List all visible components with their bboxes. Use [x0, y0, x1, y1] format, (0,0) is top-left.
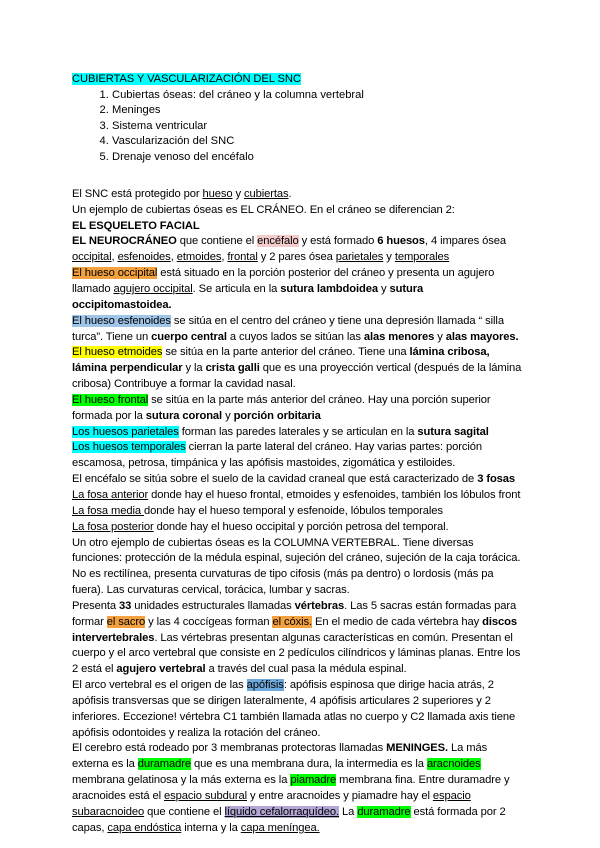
outline-item: 5. Drenaje venoso del encéfalo: [112, 150, 542, 165]
text-run: interna y la: [181, 821, 241, 834]
text-run: El encéfalo se sitúa sobre el suelo de la cavidad craneal que está caracterizado de: [72, 473, 478, 486]
text-run: está situado en la porción posterior del cráneo y presenta un agujero: [157, 267, 495, 280]
text-line: inferiores. Eccezione! vértebra C1 también llamada atlas no cuerpo y C2 llamada axis tiene: [72, 710, 516, 723]
highlighted-term: El hueso etmoides: [72, 346, 163, 359]
underlined-term: agujero occipital: [113, 283, 193, 296]
underlined-term: espacio subdural: [164, 790, 247, 803]
text-run: : apófisis espinosa que dirige hacia atrás, 2: [283, 679, 494, 692]
highlighted-term: encéfalo: [257, 235, 299, 248]
text-run: unidades estructurales llamadas: [131, 599, 295, 612]
text-run: La: [339, 805, 358, 818]
text-line: [72, 599, 542, 615]
underlined-term: frontal: [227, 251, 258, 264]
text-run: llamado: [72, 283, 114, 296]
text-line: apófisis transversas que se dirigen lateralmente, 4 apófisis articulares 2 superiores y 2: [72, 694, 491, 707]
text-run: turca”. Tiene un: [72, 330, 152, 343]
outline-item: 2. Meninges: [112, 103, 542, 118]
text-line: [72, 805, 542, 821]
text-line: [72, 741, 542, 757]
bold-term: sutura sagital: [417, 425, 489, 438]
underlined-term: espacio: [432, 790, 471, 803]
text-run: ,: [170, 251, 177, 264]
text-run: ,: [221, 251, 228, 264]
outline-item: 3. Sistema ventricular: [112, 119, 542, 134]
underlined-term: La fosa posterior: [72, 520, 154, 533]
text-line: [72, 409, 542, 425]
text-run: . Las vértebras presentan algunas características en común. Presentan el: [154, 631, 513, 644]
text-run: que es una proyección vertical (después de la lámina: [259, 362, 522, 375]
bold-term: sutura coronal: [145, 409, 223, 422]
text-line: [72, 361, 542, 377]
text-line: [72, 425, 542, 441]
text-run: El arco vertebral es el origen de las: [72, 679, 247, 692]
text-line: [72, 266, 542, 282]
text-run: está formada por 2: [410, 805, 506, 818]
highlighted-term: Los huesos parietales: [72, 425, 179, 438]
text-run: que contiene el: [176, 235, 258, 248]
bold-term: lámina perpendicular: [72, 362, 183, 375]
bold-term: sutura: [389, 283, 424, 296]
text-run: y las 4 coccígeas forman: [145, 615, 273, 628]
text-run: y entre aracnoides y piamadre hay el: [247, 790, 433, 803]
highlighted-term: aracnoides: [426, 758, 481, 771]
highlighted-term: el sacro: [106, 615, 146, 628]
text-line: [72, 330, 542, 346]
text-line: escamosa, petrosa, timpánica y las apófisis mastoides, zigomática y estiloides.: [72, 457, 456, 470]
text-run: capas,: [72, 821, 108, 834]
text-run: cierran la parte lateral del cráneo. Hay varias partes: porción: [185, 441, 483, 454]
highlighted-term: Los huesos temporales: [72, 441, 186, 454]
text-run: y: [383, 251, 395, 264]
highlighted-term: apófisis: [246, 679, 284, 692]
outline-item: 4. Vascularización del SNC: [112, 134, 542, 149]
text-run: a cuyos lados se sitúan las: [226, 330, 364, 343]
text-line: [72, 282, 542, 298]
text-run: Presenta: [72, 599, 119, 612]
text-run: se sitúa en la parte anterior del cráneo. Tiene una: [162, 346, 410, 359]
text-run: y: [377, 283, 390, 296]
text-run: donde hay el hueso temporal y esfenoide, lóbulos temporales: [144, 504, 443, 517]
bold-term: cuerpo central: [151, 330, 227, 343]
bold-term: discos: [482, 615, 517, 628]
underlined-term: La fosa anterior: [72, 488, 149, 501]
text-line: [72, 504, 542, 520]
underlined-term: subaracnoideo: [72, 805, 145, 818]
outline-list: [72, 88, 542, 165]
highlighted-term: El hueso esfenoides: [72, 314, 171, 327]
text-line: [72, 520, 542, 536]
underlined-term: parietales: [335, 251, 384, 264]
text-line: [72, 234, 542, 250]
text-run: se sitúa en la parte más anterior del cráneo. Hay una porción superior: [148, 393, 491, 406]
underlined-term: temporales: [394, 251, 450, 264]
text-line: El SNC está protegido por hueso y cubiertas.: [72, 187, 292, 200]
text-run: y 2 pares ósea: [257, 251, 336, 264]
bold-term: EL NEUROCRÁNEO: [72, 235, 177, 248]
text-line: [72, 488, 542, 504]
text-run: 2 está el: [72, 663, 117, 676]
underlined-term: esfenoides: [117, 251, 171, 264]
text-line: [72, 314, 542, 330]
highlighted-term: El hueso frontal: [72, 393, 149, 406]
text-line: apófisis odontoides y realiza la rotación del cráneo.: [72, 726, 321, 739]
bold-term: 33: [119, 599, 132, 612]
underlined-term: capa endóstica: [107, 821, 182, 834]
highlighted-term: duramadre: [137, 758, 191, 771]
bold-term: lámina cribosa,: [409, 346, 490, 359]
text-run: donde hay el hueso frontal, etmoides y esfenoides, también los lóbulos front: [148, 488, 521, 501]
text-run: forman las paredes laterales y se articulan en la: [178, 425, 418, 438]
document-title: CUBIERTAS Y VASCULARIZACIÓN DEL SNC: [72, 73, 301, 85]
text-line: [72, 393, 542, 409]
body-text: [72, 187, 542, 837]
heading-line: EL ESQUELETO FACIAL: [72, 219, 200, 232]
bold-term: vértebras: [294, 599, 345, 612]
paragraph-gap: [72, 165, 542, 187]
bold-term: sutura lambdoidea: [280, 283, 378, 296]
underlined-term: La fosa media: [72, 504, 144, 517]
bold-term: MENINGES.: [386, 742, 449, 755]
text-run: formada por la: [72, 409, 146, 422]
text-line: [72, 615, 542, 631]
text-run: que contiene el: [144, 805, 225, 818]
text-run: y: [222, 409, 234, 422]
bold-term: intervertebrales: [72, 631, 155, 644]
highlighted-term: duramadre: [357, 805, 411, 818]
text-line: [72, 678, 542, 694]
text-line: funciones: protección de la médula espinal, sujeción del cráneo, sujeción de la caja torácica.: [72, 552, 521, 565]
highlighted-term: El hueso occipital: [72, 267, 158, 280]
bold-term: 6 huesos: [377, 235, 425, 248]
text-run: y la: [182, 362, 206, 375]
text-run: ,: [111, 251, 118, 264]
bold-term: porción orbitaria: [233, 409, 321, 422]
text-line: fuera). Las curvaturas cervical, torácica, lumbar y sacras.: [72, 584, 350, 597]
text-line: [72, 773, 542, 789]
underlined-term: occipital: [72, 251, 112, 264]
text-line: [72, 440, 542, 456]
text-line: [72, 757, 542, 773]
text-line: cribosa) Contribuye a formar la cavidad nasal.: [72, 378, 296, 391]
underlined-term: capa meníngea.: [240, 821, 320, 834]
text-line: cuerpo y el arco vertebral que consiste en 2 pedículos cilíndricos y láminas planas. Entre los: [72, 647, 521, 660]
text-run: La más: [448, 742, 488, 755]
underlined-term: etmoides: [176, 251, 222, 264]
text-line: Un ejemplo de cubiertas óseas es EL CRÁNEO. En el cráneo se diferencian 2:: [72, 203, 455, 216]
text-run: En el medio de cada vértebra hay: [311, 615, 483, 628]
text-line: No es rectilínea, presenta curvaturas de tipo cifosis (más pa dentro) o lordosis (más pa: [72, 568, 494, 581]
text-run: que es una membrana dura, la intermedia es la: [190, 758, 427, 771]
text-run: . Las 5 sacras están formadas para: [344, 599, 517, 612]
bold-term: alas mayores.: [445, 330, 519, 343]
text-run: , 4 impares ósea: [424, 235, 507, 248]
document-title-line: [72, 71, 542, 88]
bold-term: 3 fosas: [477, 473, 516, 486]
text-run: a través del cual pasa la médula espinal.: [205, 663, 407, 676]
highlighted-term: el cóxis.: [272, 615, 312, 628]
document-page: [72, 71, 542, 837]
highlighted-term: piamadre: [290, 774, 337, 787]
text-run: donde hay el hueso occipital y porción petrosa del temporal.: [153, 520, 449, 533]
bold-term: alas menores: [363, 330, 435, 343]
text-run: formar: [72, 615, 107, 628]
text-run: membrana gelatinosa y la más externa es la: [72, 774, 291, 787]
text-line: [72, 631, 542, 647]
text-line: [72, 821, 542, 837]
text-run: . Se articula en la: [192, 283, 281, 296]
underlined-term: cubiertas: [243, 187, 289, 200]
bold-term: agujero vertebral: [116, 663, 206, 676]
text-run: aracnoides está el: [72, 790, 165, 803]
text-line: [72, 345, 542, 361]
text-line: [72, 789, 542, 805]
text-run: membrana fina. Entre duramadre y: [336, 774, 510, 787]
text-run: y: [232, 187, 244, 200]
text-run: y está formado: [298, 235, 378, 248]
text-line: [72, 472, 542, 488]
text-run: El SNC está protegido por: [72, 187, 203, 200]
highlighted-term: líquido cefalorraquídeo.: [224, 805, 340, 818]
text-line: [72, 250, 542, 266]
bold-term: crista galli: [205, 362, 260, 375]
text-run: y: [434, 330, 446, 343]
text-run: El cerebro está rodeado por 3 membranas protectoras llamadas: [72, 742, 387, 755]
underlined-term: hueso: [202, 187, 233, 200]
text-line: Un otro ejemplo de cubiertas óseas es la COLUMNA VERTEBRAL. Tiene diversas: [72, 536, 474, 549]
text-run: se sitúa en el centro del cráneo y tiene una depresión llamada “ silla: [170, 314, 504, 327]
outline-item: 1. Cubiertas óseas: del cráneo y la columna vertebral: [112, 88, 542, 103]
text-line: [72, 662, 542, 678]
text-line: occipitomastoidea.: [72, 298, 172, 311]
text-run: externa es la: [72, 758, 138, 771]
